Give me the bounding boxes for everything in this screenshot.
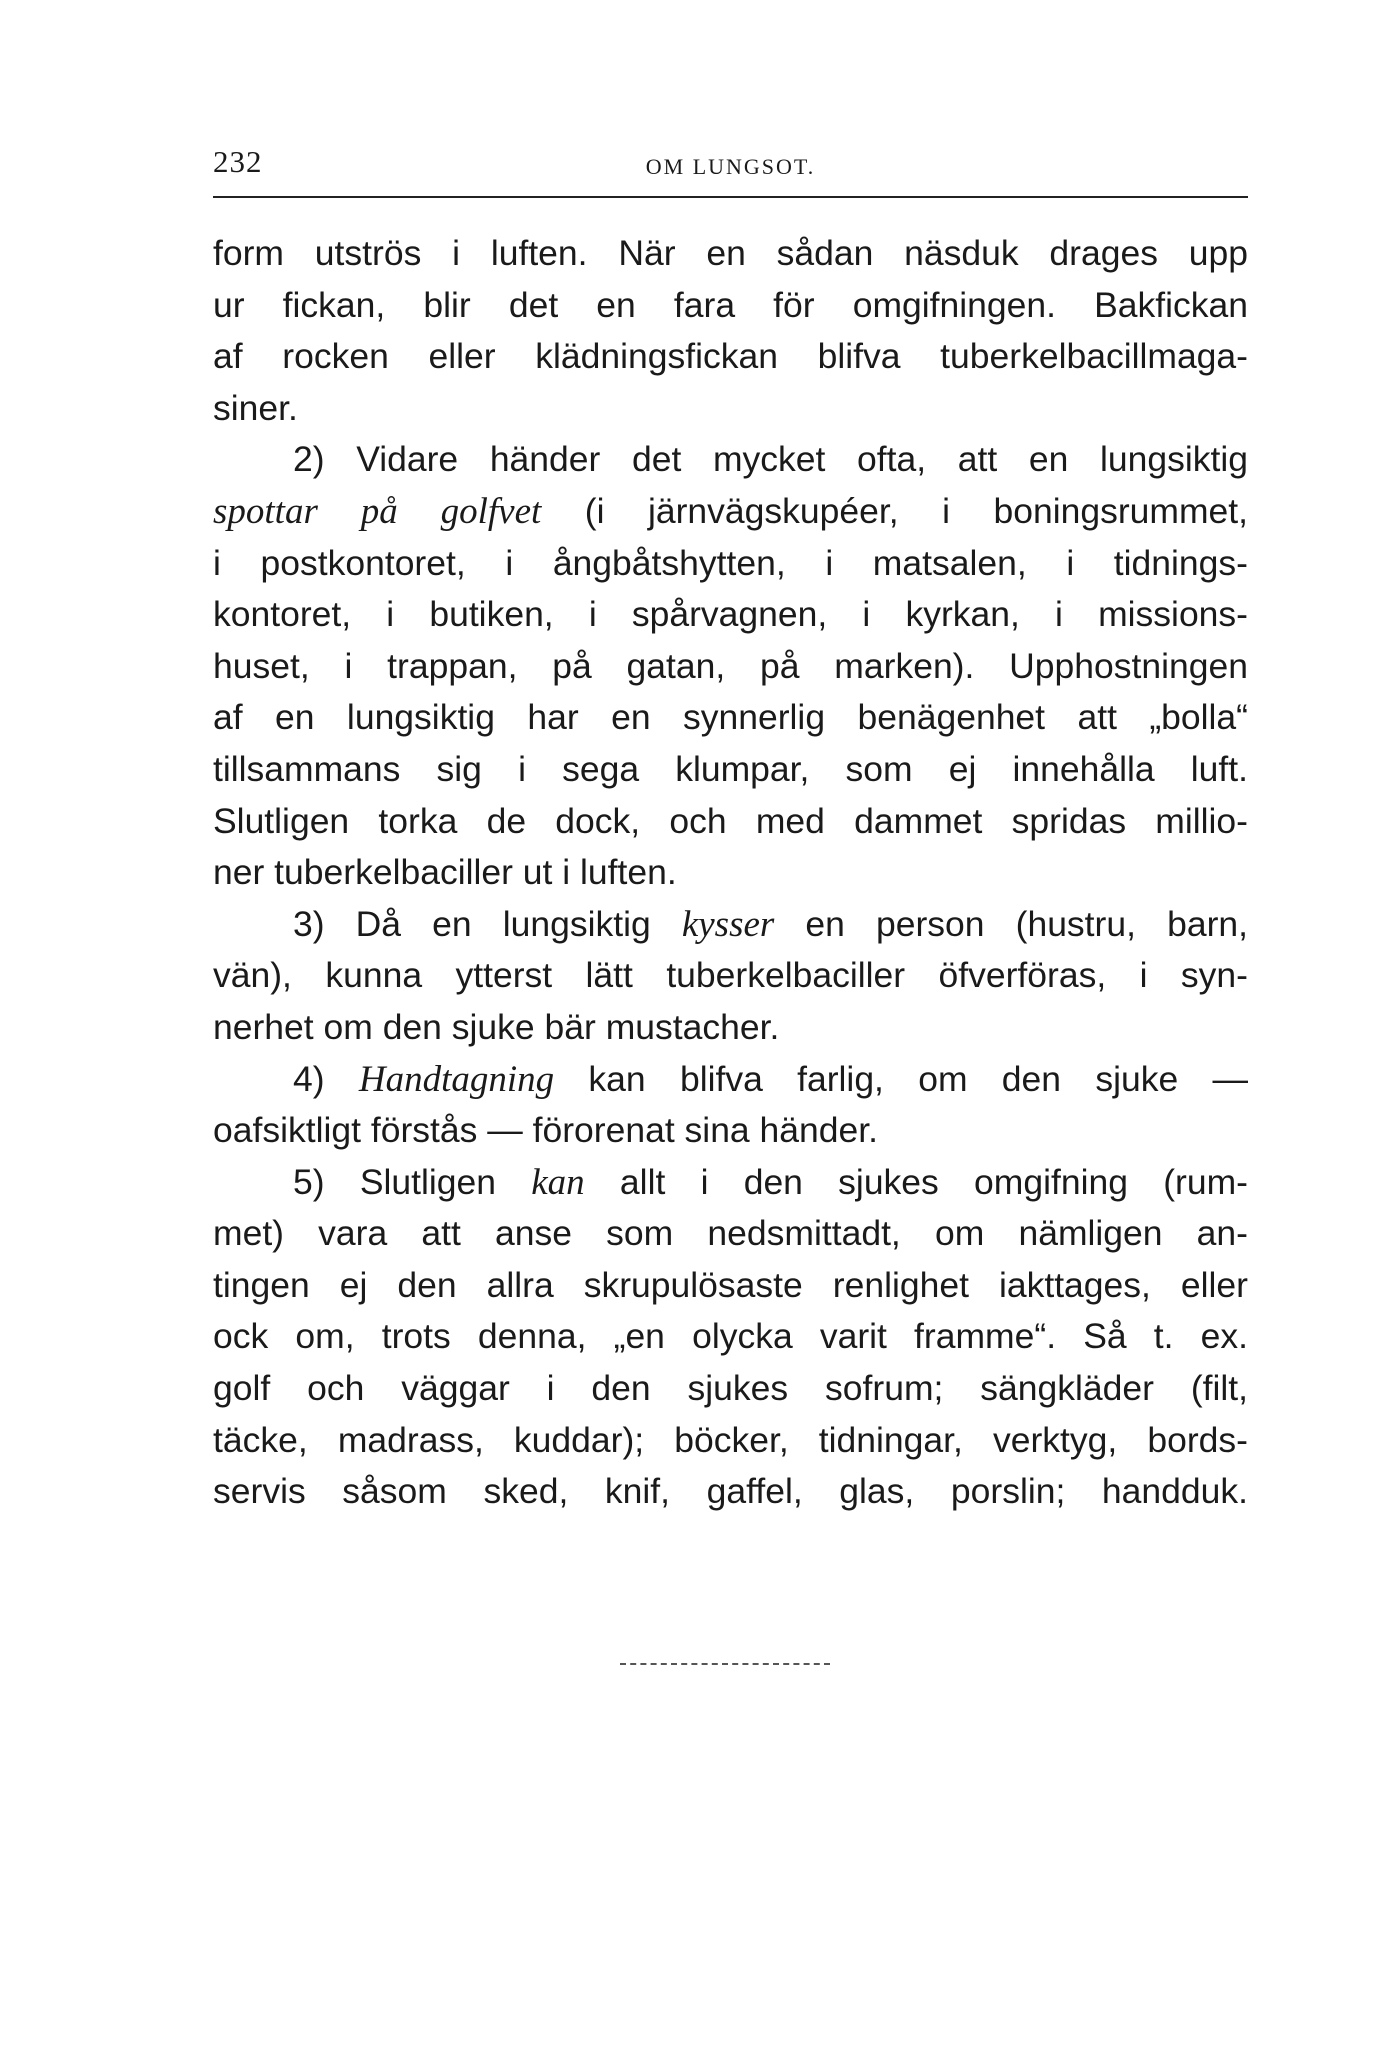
text-segment: täcke, madrass, kuddar); böcker, tidningar, verktyg, bords-	[213, 1419, 1248, 1460]
running-title: OM LUNGSOT.	[645, 154, 816, 179]
text-segment: siner.	[213, 387, 298, 428]
text-line	[213, 1208, 1248, 1260]
text-line	[213, 1105, 1248, 1157]
text-segment: af rocken eller klädningsfickan blifva tuberkelbacillmaga-	[213, 336, 1248, 377]
text-line	[213, 796, 1248, 848]
text-segment: 3) Då en lungsiktig	[293, 903, 682, 944]
body-text	[213, 228, 1248, 1518]
text-segment: i postkontoret, i ångbåtshytten, i matsalen, i tidnings-	[213, 542, 1248, 583]
text-line	[213, 641, 1248, 693]
text-segment: Slutligen torka de dock, och med dammet spridas millio-	[213, 800, 1248, 841]
text-segment: huset, i trappan, på gatan, på marken). Upphostningen	[213, 645, 1248, 686]
text-segment: allt i den sjukes omgifning (rum-	[584, 1161, 1249, 1202]
text-line	[213, 228, 1248, 280]
text-segment: nerhet om den sjuke bär mustacher.	[213, 1006, 780, 1047]
text-segment: ock om, trots denna, „en olycka varit framme“. Så t. ex.	[213, 1316, 1248, 1357]
text-segment: en person (hustru, barn,	[774, 903, 1248, 944]
text-segment: oafsiktligt förstås — förorenat sina händer.	[213, 1110, 878, 1151]
text-segment: tillsammans sig i sega klumpar, som ej innehålla luft.	[213, 748, 1248, 789]
page-number: 232	[213, 144, 263, 179]
text-line	[213, 486, 1248, 538]
text-line	[213, 950, 1248, 1002]
text-line	[213, 1260, 1248, 1312]
text-line	[213, 331, 1248, 383]
text-line	[213, 1363, 1248, 1415]
emphasis-text: spottar på golfvet	[213, 490, 542, 532]
text-segment: 5) Slutligen	[293, 1161, 532, 1202]
text-segment: vän), kunna ytterst lätt tuberkelbaciller öfverföras, i syn-	[213, 955, 1248, 996]
text-line	[213, 538, 1248, 590]
emphasis-text: Handtagning	[358, 1058, 555, 1100]
text-line	[213, 899, 1248, 951]
text-line	[213, 383, 1248, 435]
text-segment: form utströs i luften. När en sådan näsduk drages upp	[213, 233, 1248, 273]
text-line	[213, 280, 1248, 332]
text-segment: servis såsom sked, knif, gaffel, glas, porslin; handduk.	[213, 1471, 1248, 1512]
text-segment: kontoret, i butiken, i spårvagnen, i kyrkan, i missions-	[213, 594, 1248, 635]
text-line	[213, 434, 1248, 486]
text-segment: tingen ej den allra skrupulösaste renlighet iakttages, eller	[213, 1264, 1248, 1305]
text-line	[213, 847, 1248, 899]
text-line	[213, 692, 1248, 744]
emphasis-text: kysser	[681, 903, 775, 945]
text-segment: (i järnvägskupéer, i boningsrummet,	[541, 490, 1248, 531]
text-line	[213, 1157, 1248, 1209]
text-line	[213, 1466, 1248, 1518]
text-line	[213, 1311, 1248, 1363]
text-line	[213, 1415, 1248, 1467]
text-segment: af en lungsiktig har en synnerlig benägenhet att „bolla“	[213, 697, 1248, 738]
text-segment: ner tuberkelbaciller ut i luften.	[213, 852, 677, 893]
text-line	[213, 589, 1248, 641]
text-line	[213, 744, 1248, 796]
emphasis-text: kan	[531, 1161, 585, 1203]
text-segment: 4)	[293, 1058, 359, 1099]
page-header	[213, 140, 1248, 198]
text-segment: 2) Vidare händer det mycket ofta, att en lungsiktig	[293, 439, 1248, 480]
text-line	[213, 1002, 1248, 1054]
text-segment: met) vara att anse som nedsmittadt, om nämligen an-	[213, 1213, 1248, 1254]
text-line	[213, 1054, 1248, 1106]
text-segment: golf och väggar i den sjukes sofrum; sängkläder (filt,	[213, 1368, 1248, 1409]
text-segment: kan blifva farlig, om den sjuke —	[554, 1058, 1248, 1099]
end-ornament-rule	[620, 1663, 830, 1665]
text-segment: ur fickan, blir det en fara för omgifningen. Bakfickan	[213, 284, 1248, 325]
